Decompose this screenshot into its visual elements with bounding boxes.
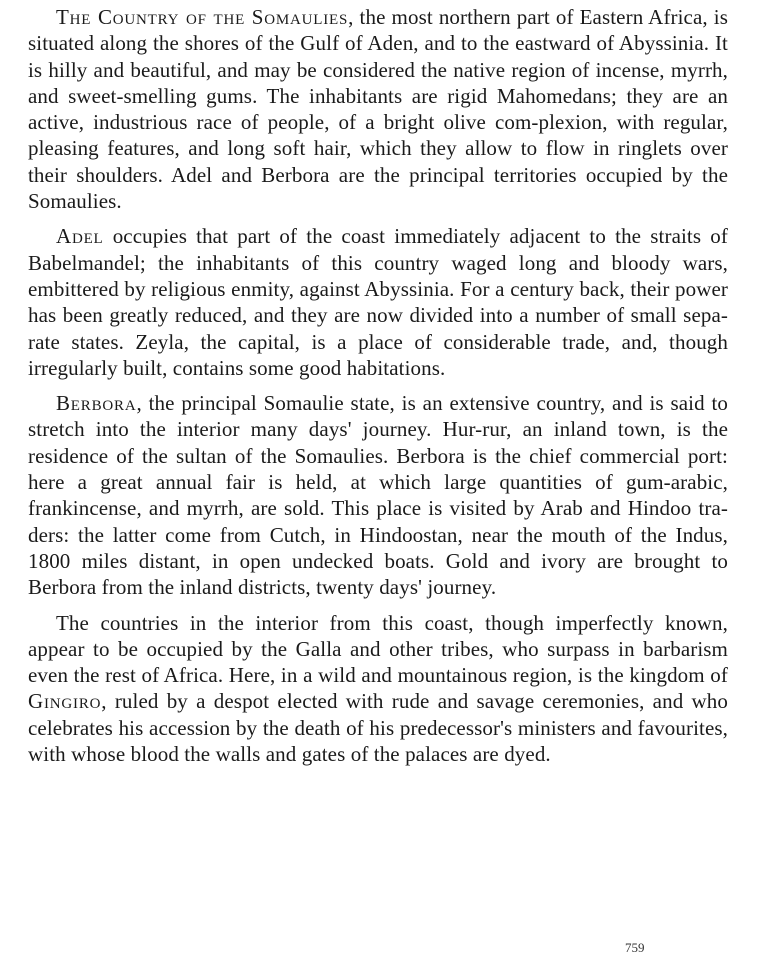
- heading-adel: Adel: [56, 224, 104, 249]
- page-body: [28, 4, 728, 767]
- paragraph-text: occupies that part of the coast immediately adjacent to the straits of Babelmandel; the inhabitants of this country waged long and bloody wars, embittered by religious enmity, against Abyssinia. For a century back, their power has been greatly reduced, and they are now divided into a number of small sepa-rate states. Zeyla, the capital, is a place of considerable trade, and, though irregularly built, contains some good habitations.: [28, 224, 728, 380]
- paragraph-text: The countries in the interior from this coast, though imperfectly known, appear to be occupied by the Galla and other tribes, who surpass in barbarism even the rest of Africa. Here, in a wild and mountainous region, is the kingdom of: [28, 610, 728, 688]
- paragraph-interior: [28, 610, 728, 768]
- term-gingiro: Gingiro: [28, 689, 102, 714]
- paragraph-text: , the principal Somaulie state, is an extensive country, and is said to stretch into the interior many days' journey. Hur-rur, an inland town, is the residence of the sultan of the Somaulies. Berbora is the chief commercial port: here a great annual fair is held, at which large quantities of gum-arabic, frankincense, and myrrh, are sold. This place is visited by Arab and Hindoo tra-ders: the latter come from Cutch, in Hindoostan, near the mouth of the Indus, 1800 miles distant, in open undecked boats. Gold and ivory are brought to Berbora from the inland districts, twenty days' journey.: [28, 391, 728, 600]
- page-number: 759: [625, 940, 645, 955]
- heading-berbora: Berbora: [56, 391, 137, 416]
- heading-country-of-the-somaulies: The Country of the Somaulies: [56, 5, 349, 29]
- paragraph-berbora: [28, 390, 728, 600]
- paragraph-text: , ruled by a despot elected with rude and savage ceremonies, and who celebrates his accession by the death of his predecessor's ministers and favourites, with whose blood the walls and gates of the palaces are dyed.: [28, 689, 728, 767]
- paragraph-text: , the most northern part of Eastern Africa, is situated along the shores of the Gulf of Aden, and to the eastward of Abyssinia. It is hilly and beautiful, and may be considered the native region of incense, myrrh, and sweet-smelling gums. The inhabitants are rigid Mahomedans; they are an active, industrious race of people, of a bright olive com-plexion, with regular, pleasing features, and long soft hair, which they allow to flow in ringlets over their shoulders. Adel and Berbora are the principal territories occupied by the Somaulies.: [28, 5, 728, 214]
- paragraph-somaulies: [28, 4, 728, 214]
- paragraph-adel: [28, 223, 728, 381]
